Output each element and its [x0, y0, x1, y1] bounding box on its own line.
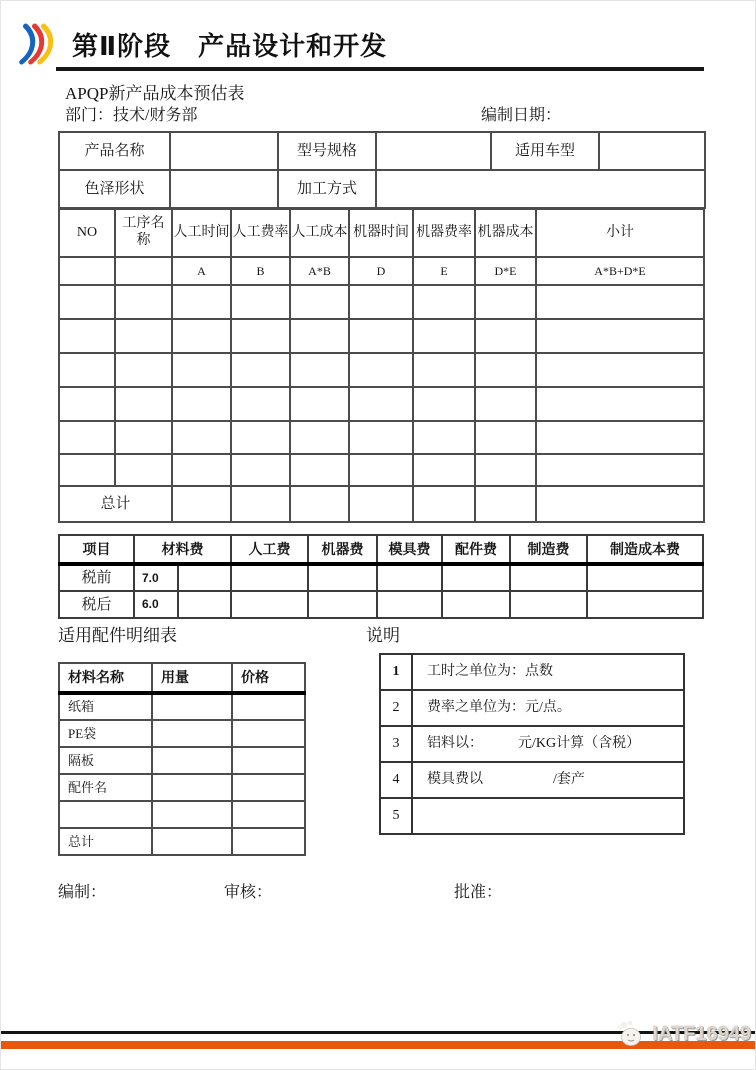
empty-cell [178, 564, 231, 591]
empty-cell [587, 591, 703, 618]
process-total-label: 总计 [59, 486, 172, 522]
empty-cell [172, 421, 231, 454]
approver-signature-label: 批准： [454, 884, 503, 901]
empty-cell [115, 387, 172, 421]
col-header-labor-rate: 人工费率 [231, 209, 290, 257]
empty-cell [413, 387, 475, 421]
col-header-subtotal: 小计 [536, 209, 704, 257]
empty-cell [115, 257, 172, 285]
empty-cell [536, 285, 704, 319]
empty-cell [349, 486, 413, 522]
empty-cell [178, 591, 231, 618]
product-info-table [58, 131, 706, 209]
empty-cell [232, 720, 305, 747]
empty-cell [290, 319, 349, 353]
empty-cell [59, 285, 115, 319]
empty-cell [172, 454, 231, 486]
formula-b: B [231, 257, 290, 285]
department-label: 部门：技术/财务部 [65, 107, 198, 124]
empty-cell [290, 421, 349, 454]
parts-header-material: 材料名称 [59, 663, 152, 693]
empty-cell [115, 421, 172, 454]
empty-cell [587, 564, 703, 591]
product-name-value [170, 132, 278, 170]
parts-row-pe-bag: PE袋 [59, 720, 152, 747]
page-title: 第Ⅱ阶段 产品设计和开发 [72, 31, 388, 61]
empty-cell [349, 319, 413, 353]
summary-header-total-cost: 制造成本费 [587, 535, 703, 564]
empty-cell [536, 353, 704, 387]
empty-cell [172, 285, 231, 319]
process-mode-label: 加工方式 [278, 170, 376, 208]
empty-cell [152, 774, 232, 801]
note-text [412, 798, 684, 834]
col-header-process-name: 工序名称 [115, 209, 172, 257]
header-divider [56, 67, 704, 71]
empty-cell [231, 353, 290, 387]
empty-cell [152, 720, 232, 747]
summary-header-material: 材料费 [134, 535, 231, 564]
vehicle-label: 适用车型 [491, 132, 599, 170]
empty-cell [290, 486, 349, 522]
parts-row-partition: 隔板 [59, 747, 152, 774]
empty-cell [232, 774, 305, 801]
empty-cell [413, 319, 475, 353]
maker-signature-label: 编制： [58, 884, 107, 901]
empty-cell [59, 257, 115, 285]
note-text: 工时之单位为：点数 [412, 654, 684, 690]
parts-section-title: 适用配件明细表 [58, 626, 177, 645]
empty-cell [59, 421, 115, 454]
empty-cell [152, 801, 232, 828]
empty-cell [349, 421, 413, 454]
cost-summary-table [58, 534, 704, 619]
empty-cell [349, 454, 413, 486]
formula-a: A [172, 257, 231, 285]
formula-ab: A*B [290, 257, 349, 285]
parts-header-quantity: 用量 [152, 663, 232, 693]
empty-cell [413, 353, 475, 387]
parts-row-carton: 纸箱 [59, 693, 152, 720]
empty-cell [377, 591, 442, 618]
empty-cell [475, 454, 536, 486]
color-shape-label: 色泽形状 [59, 170, 170, 208]
formula-d: D [349, 257, 413, 285]
empty-cell [115, 319, 172, 353]
empty-cell [152, 693, 232, 720]
vehicle-value [599, 132, 705, 170]
empty-cell [172, 353, 231, 387]
date-label: 编制日期： [481, 107, 562, 124]
product-name-label: 产品名称 [59, 132, 170, 170]
summary-header-machine: 机器费 [308, 535, 377, 564]
empty-cell [475, 285, 536, 319]
empty-cell [413, 421, 475, 454]
empty-cell [536, 387, 704, 421]
empty-cell [232, 693, 305, 720]
empty-cell [231, 486, 290, 522]
note-number: 5 [380, 798, 412, 834]
empty-cell [475, 421, 536, 454]
empty-cell [536, 421, 704, 454]
empty-cell [442, 591, 510, 618]
process-mode-value [376, 170, 705, 208]
empty-cell [510, 564, 587, 591]
empty-cell [231, 564, 308, 591]
empty-cell [59, 454, 115, 486]
empty-cell [231, 387, 290, 421]
empty-cell [232, 801, 305, 828]
note-number: 2 [380, 690, 412, 726]
post-tax-label: 税后 [59, 591, 134, 618]
parts-row-part-name: 配件名 [59, 774, 152, 801]
empty-cell [536, 486, 704, 522]
formula-e: E [413, 257, 475, 285]
empty-cell [536, 319, 704, 353]
note-number: 3 [380, 726, 412, 762]
formula-total: A*B+D*E [536, 257, 704, 285]
col-header-machine-rate: 机器费率 [413, 209, 475, 257]
empty-cell [413, 454, 475, 486]
model-spec-label: 型号规格 [278, 132, 376, 170]
col-header-machine-time: 机器时间 [349, 209, 413, 257]
empty-cell [59, 353, 115, 387]
color-shape-value [170, 170, 278, 208]
summary-header-parts: 配件费 [442, 535, 510, 564]
notes-table [379, 653, 685, 835]
summary-header-item: 项目 [59, 535, 134, 564]
empty-cell [59, 387, 115, 421]
watermark-text: IATF16949 [652, 1022, 751, 1045]
pre-tax-material-value: 7.0 [134, 564, 178, 591]
empty-cell [475, 353, 536, 387]
notes-section-title: 说明 [366, 626, 400, 645]
empty-cell [290, 387, 349, 421]
note-text: 模具费以 /套产 [412, 762, 684, 798]
parts-detail-table [58, 662, 306, 856]
empty-cell [115, 454, 172, 486]
empty-cell [475, 387, 536, 421]
empty-cell [442, 564, 510, 591]
col-header-labor-cost: 人工成本 [290, 209, 349, 257]
empty-cell [152, 747, 232, 774]
empty-cell [231, 454, 290, 486]
empty-cell [152, 828, 232, 855]
summary-header-labor: 人工费 [231, 535, 308, 564]
summary-header-mold: 模具费 [377, 535, 442, 564]
empty-cell [536, 454, 704, 486]
note-number: 4 [380, 762, 412, 798]
empty-cell [377, 564, 442, 591]
summary-header-manufacturing: 制造费 [510, 535, 587, 564]
mascot-icon [616, 1019, 650, 1049]
note-number: 1 [380, 654, 412, 690]
empty-cell [475, 319, 536, 353]
parts-header-price: 价格 [232, 663, 305, 693]
note-text: 费率之单位为：元/点。 [412, 690, 684, 726]
empty-cell [475, 486, 536, 522]
empty-cell [290, 285, 349, 319]
empty-cell [59, 319, 115, 353]
empty-cell [232, 747, 305, 774]
formula-de: D*E [475, 257, 536, 285]
empty-cell [172, 387, 231, 421]
empty-cell [231, 285, 290, 319]
parts-row-total: 总计 [59, 828, 152, 855]
reviewer-signature-label: 审核： [224, 884, 273, 901]
empty-cell [172, 486, 231, 522]
empty-cell [290, 454, 349, 486]
empty-cell [172, 319, 231, 353]
model-spec-value [376, 132, 491, 170]
empty-cell [232, 828, 305, 855]
col-header-machine-cost: 机器成本 [475, 209, 536, 257]
empty-cell [115, 285, 172, 319]
empty-cell [231, 591, 308, 618]
col-header-no: NO [59, 209, 115, 257]
empty-cell [115, 353, 172, 387]
form-title: APQP新产品成本预估表 [65, 84, 245, 103]
empty-cell [290, 353, 349, 387]
empty-cell [308, 591, 377, 618]
process-cost-table [58, 208, 705, 523]
note-text: 铝料以： 元/KG计算（含税） [412, 726, 684, 762]
empty-cell [413, 285, 475, 319]
empty-cell [349, 353, 413, 387]
parts-row-blank [59, 801, 152, 828]
chevrons-logo-icon [17, 21, 53, 67]
empty-cell [231, 319, 290, 353]
empty-cell [349, 387, 413, 421]
col-header-labor-time: 人工时间 [172, 209, 231, 257]
pre-tax-label: 税前 [59, 564, 134, 591]
empty-cell [349, 285, 413, 319]
post-tax-material-value: 6.0 [134, 591, 178, 618]
empty-cell [308, 564, 377, 591]
empty-cell [231, 421, 290, 454]
watermark [616, 1019, 751, 1049]
empty-cell [510, 591, 587, 618]
empty-cell [413, 486, 475, 522]
